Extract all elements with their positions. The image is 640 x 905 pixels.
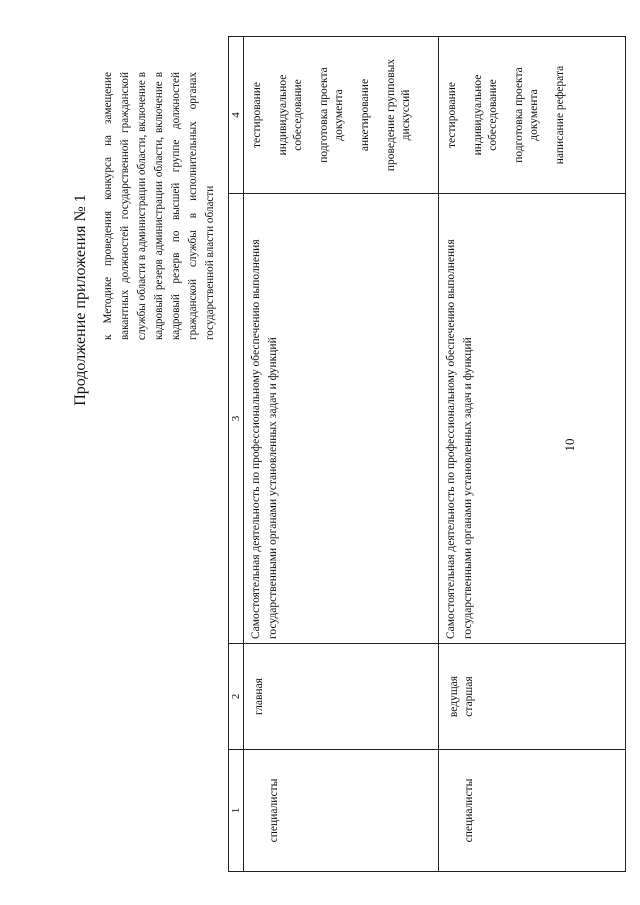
method-item: индивидуальное собеседование (277, 74, 304, 156)
column-header-2: 2 (229, 644, 244, 750)
method-item: тестирование (251, 82, 263, 148)
method-item: индивидуальное собеседование (472, 74, 499, 156)
column-header-1: 1 (229, 750, 244, 872)
method-item: подготовка проекта документа (513, 67, 540, 163)
method-item: проведение групповых дискуссий (385, 58, 412, 172)
group-cell (439, 644, 626, 750)
table-row (439, 37, 626, 872)
group-name: главная (253, 678, 265, 715)
methods-cell (244, 37, 439, 194)
table-row (244, 37, 439, 872)
selection-methods-table (228, 36, 626, 872)
column-header-3: 3 (229, 194, 244, 644)
qualification-cell: Самостоятельная деятельность по профессиональному обеспечению выполнения государственными органами установленных задач и функций (439, 194, 626, 644)
category-cell: специалисты (439, 750, 626, 872)
group-name: ведущая (448, 675, 460, 718)
group-name: старшая (463, 676, 475, 717)
group-cell (244, 644, 439, 750)
table-header-row (229, 37, 244, 872)
appendix-title: Продолжение приложения № 1 (72, 194, 89, 406)
methods-cell (439, 37, 626, 194)
qualification-cell: Самостоятельная деятельность по профессиональному обеспечению выполнения государственными органами установленных задач и функций (244, 194, 439, 644)
page-number: 10 (562, 438, 577, 452)
method-item: подготовка проекта документа (318, 67, 345, 163)
appendix-description: к Методике проведения конкурса на замещение вакантных должностей государственной гражданской службы области в администрации области, включение в кадровый резерв администрации области, включение в кадровый резерв по высшей группе должностей гражданской службы в исполнительных органах государственной власти области (102, 72, 216, 340)
method-item: написание реферата (554, 65, 566, 165)
method-item: тестирование (446, 82, 458, 148)
column-header-4: 4 (229, 37, 244, 194)
category-cell: специалисты (244, 750, 439, 872)
method-item: анкетирование (359, 78, 371, 152)
